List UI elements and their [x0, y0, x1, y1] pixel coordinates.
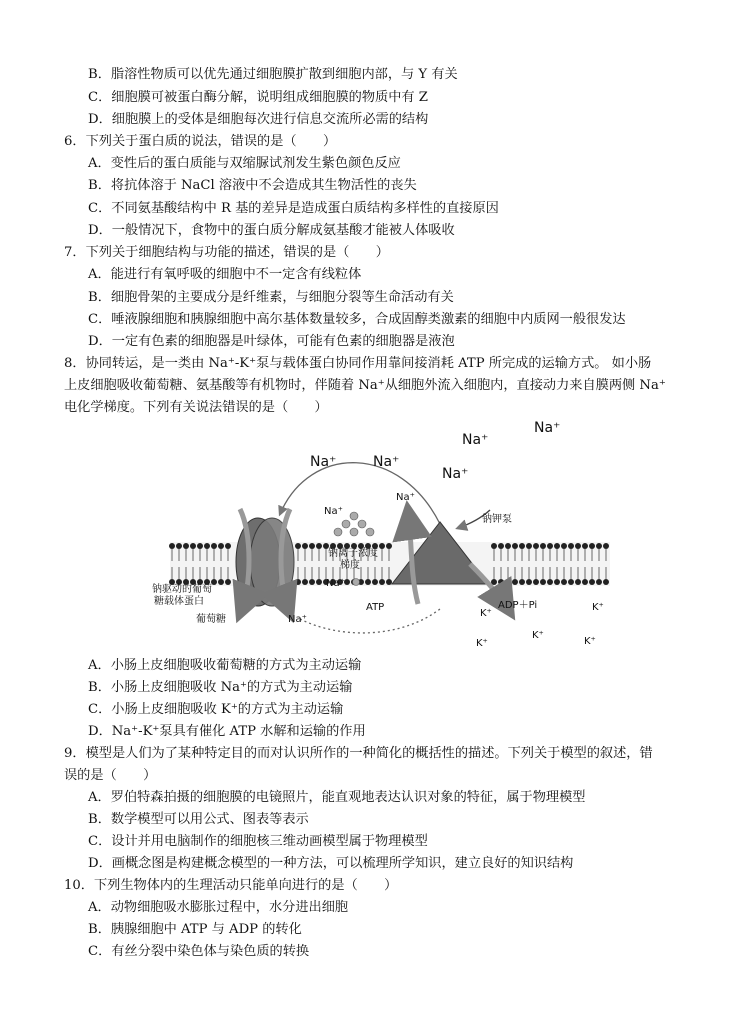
carrier-label-2: 糖载体蛋白	[154, 596, 204, 607]
k-label-3: K⁺	[532, 630, 544, 641]
na-label-9: Na⁺	[288, 614, 307, 625]
na-label-8: Na⁺	[326, 578, 345, 589]
q6-option-d: D．一般情况下，食物中的蛋白质分解成氨基酸才能被人体吸收	[88, 223, 455, 238]
q5-option-d: D．细胞膜上的受体是细胞每次进行信息交流所必需的结构	[88, 112, 429, 127]
q10-option-b: B．胰腺细胞中 ATP 与 ADP 的转化	[88, 922, 302, 937]
q9-option-a: A．罗伯特森拍摄的细胞膜的电镜照片，能直观地表达认识对象的特征，属于物理模型	[88, 790, 586, 805]
q8-option-a: A．小肠上皮细胞吸收葡萄糖的方式为主动运输	[88, 658, 362, 673]
q5-option-b: B．脂溶性物质可以优先通过细胞膜扩散到细胞内部，与 Y 有关	[88, 67, 458, 82]
q8-option-c: C．小肠上皮细胞吸收 K⁺的方式为主动运输	[88, 702, 344, 717]
q6-stem: 6．下列关于蛋白质的说法，错误的是（ ）	[64, 134, 337, 149]
gradient-label-1: 钠离子浓度	[328, 548, 378, 559]
q6-option-b: B．将抗体溶于 NaCl 溶液中不会造成其生物活性的丧失	[88, 178, 417, 193]
q8-stem-2: 上皮细胞吸收葡萄糖、氨基酸等有机物时，伴随着 Na⁺从细胞外流入细胞内，直接动力来自膜两侧 Na⁺	[64, 378, 666, 393]
glucose-carrier-protein	[236, 509, 294, 614]
k-label-2: K⁺	[476, 638, 488, 649]
na-label-4: Na⁺	[534, 420, 561, 436]
glucose-label: 葡萄糖	[196, 614, 226, 625]
na-label-3: Na⁺	[462, 432, 489, 448]
q8-stem-3: 电化学梯度。下列有关说法错误的是（ ）	[64, 400, 328, 415]
carrier-label-1: 钠驱动的葡萄	[152, 584, 212, 595]
adp-pi-label: ADP＋Pi	[498, 600, 538, 611]
q9-stem-1: 9．模型是人们为了某种特定目的而对认识所作的一种简化的概括性的描述。下列关于模型的叙述，错	[64, 746, 653, 761]
atp-label: ATP	[366, 602, 385, 613]
q7-option-d: D．一定有色素的细胞器是叶绿体，可能有色素的细胞器是液泡	[88, 334, 455, 349]
k-label-1: K⁺	[480, 608, 492, 619]
q7-option-c: C．唾液腺细胞和胰腺细胞中高尔基体数量较多，合成固醇类激素的细胞中内质网一般很发达	[88, 312, 626, 327]
q7-stem: 7．下列关于细胞结构与功能的描述，错误的是（ ）	[64, 245, 389, 260]
na-label-7: Na⁺	[324, 506, 343, 517]
na-label-6: Na⁺	[396, 492, 415, 503]
na-label-1: Na⁺	[310, 454, 337, 470]
k-label-5: K⁺	[592, 602, 604, 613]
q6-option-c: C．不同氨基酸结构中 R 基的差异是造成蛋白质结构多样性的直接原因	[88, 201, 499, 216]
q8-option-d: D．Na⁺-K⁺泵具有催化 ATP 水解和运输的作用	[88, 724, 366, 739]
q9-option-b: B．数学模型可以用公式、图表等表示	[88, 812, 309, 827]
q8-stem-1: 8．协同转运，是一类由 Na⁺-K⁺泵与载体蛋白协同作用靠间接消耗 ATP 所完成的运输方式。 如小肠	[64, 356, 652, 371]
q9-stem-2: 误的是（ ）	[64, 768, 157, 783]
q7-option-a: A．能进行有氧呼吸的细胞中不一定含有线粒体	[88, 267, 362, 282]
q7-option-b: B．细胞骨架的主要成分是纤维素，与细胞分裂等生命活动有关	[88, 290, 454, 305]
q5-option-c: C．细胞膜可被蛋白酶分解，说明组成细胞膜的物质中有 Z	[88, 90, 428, 105]
na-label-5: Na⁺	[442, 466, 469, 482]
q10-option-c: C．有丝分裂中染色体与染色质的转换	[88, 944, 310, 959]
q8-option-b: B．小肠上皮细胞吸收 Na⁺的方式为主动运输	[88, 680, 353, 695]
membrane-bilayer	[169, 542, 610, 586]
q10-stem: 10．下列生物体内的生理活动只能单向进行的是（ ）	[64, 878, 398, 893]
na-label-2: Na⁺	[373, 454, 400, 470]
na-flow-arc	[280, 463, 440, 524]
q6-option-a: A．变性后的蛋白质能与双缩脲试剂发生紫色颜色反应	[88, 156, 401, 171]
q10-option-a: A．动物细胞吸水膨胀过程中，水分进出细胞	[88, 900, 349, 915]
pump-label: 钠钾泵	[482, 514, 512, 525]
q9-option-d: D．画概念图是构建概念模型的一种方法，可以梳理所学知识，建立良好的知识结构	[88, 856, 574, 871]
gradient-label-2: 梯度	[340, 560, 360, 571]
cotransport-diagram	[140, 414, 640, 652]
q9-option-c: C．设计并用电脑制作的细胞核三维动画模型属于物理模型	[88, 834, 428, 849]
k-label-4: K⁺	[584, 636, 596, 647]
